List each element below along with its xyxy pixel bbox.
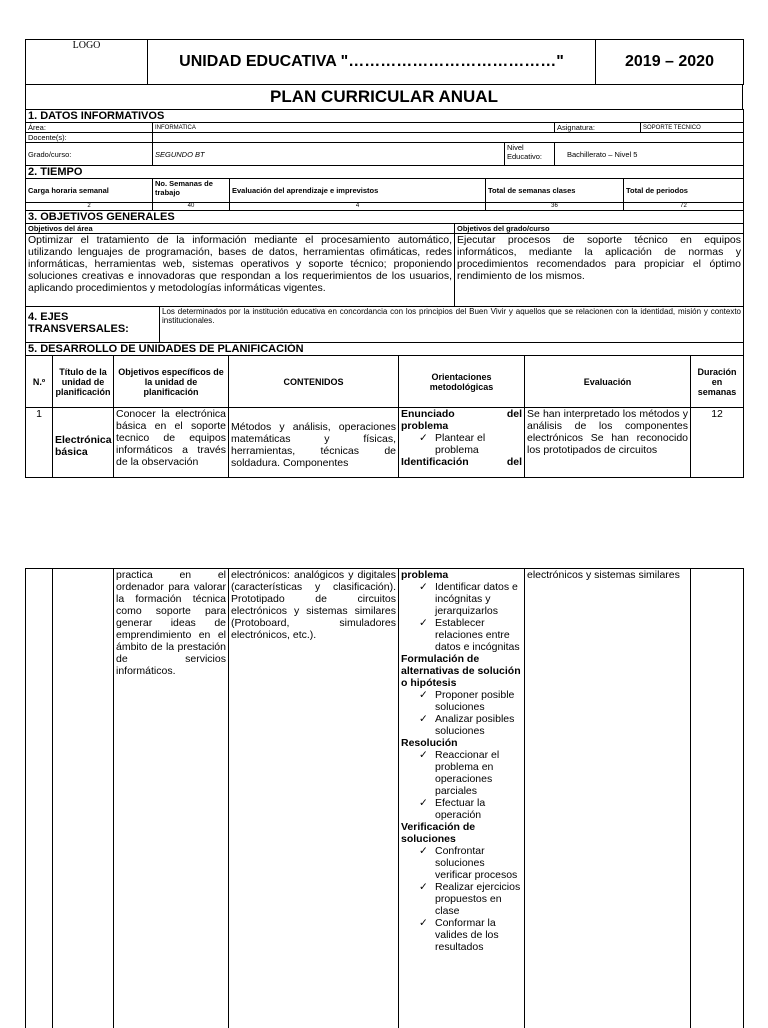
document-page-1: [25, 39, 743, 478]
institution-title: UNIDAD EDUCATIVA "…………………………………": [148, 40, 596, 85]
orientacion-item: ✓ Identificar datos e incógnitas y jerarquizarlos: [415, 581, 522, 617]
unit-evaluacion-part1: Se han interpretado los métodos y análisis de los componentes electrónicos Se han reconocido los prototipados de circuitos: [525, 408, 691, 478]
carga-horaria-value: 2: [26, 203, 153, 211]
unit-contenidos-part2: electrónicos: analógicos y digitales (características y clasificación). Prototipado de circuitos electrónicos y sistemas similares (Protoboard, simuladores electrónicos, etc.).: [229, 569, 399, 1028]
orientacion-item: ✓ Conformar la valides de los resultados: [415, 917, 522, 953]
total-periodos-value: 72: [624, 203, 744, 211]
orientacion-item: ✓ Plantear el problema: [415, 432, 522, 456]
objetivos-heading: 3. OBJETIVOS GENERALES: [26, 211, 744, 224]
unit-title: Electrónica básica: [53, 408, 114, 478]
unit-contenidos-part1: Métodos y análisis, operaciones matemáticas y físicas, herramientas, técnicas de soldadura. Componentes: [229, 408, 399, 478]
asignatura-value: SOPORTE TECNICO: [641, 123, 744, 133]
orientacion-item: ✓ Proponer posible soluciones: [415, 689, 522, 713]
nivel-value: Bachillerato – Nivel 5: [555, 143, 744, 166]
orientacion-resolucion-heading: Resolución: [401, 737, 522, 749]
total-semanas-value: 36: [486, 203, 624, 211]
orientacion-formulacion-heading: Formulación de alternativas de solución o hipótesis: [401, 653, 522, 689]
docente-value: [153, 133, 744, 143]
plan-title: PLAN CURRICULAR ANUAL: [26, 85, 743, 110]
tiempo-table: [25, 165, 744, 211]
semanas-trabajo-value: 40: [153, 203, 230, 211]
unit-objetivos-part2: practica en el ordenador para valorar la formación técnica como soporte para generar ideas de emprendimiento en el ámbito de la prestación de servicios informáticos.: [114, 569, 229, 1028]
docente-label: Docente(s):: [26, 133, 153, 143]
col-duracion-header: Duración en semanas: [691, 356, 744, 408]
datos-heading: 1. DATOS INFORMATIVOS: [26, 110, 744, 123]
unit-objetivos-part1: Conocer la electrónica básica en el soporte tecnico de equipos informáticos a través de la observación: [114, 408, 229, 478]
col-evaluacion-header: Evaluación: [525, 356, 691, 408]
col-contenidos-header: CONTENIDOS: [229, 356, 399, 408]
ejes-text: Los determinados por la institución educativa en concordancia con los principios del Buen Vivir y aquellos que se relacionen con la identidad, misión y contexto institucionales.: [160, 307, 744, 343]
col-num-header: N.º: [26, 356, 53, 408]
objetivos-grado-text: Ejecutar procesos de soporte técnico en equipos informáticos, mediante la aplicación de normas y procedimientos recomendados para propiciar el óptimo rendimiento de los mismos.: [455, 234, 744, 307]
header-table: [25, 39, 744, 85]
objetivos-grado-header: Objetivos del grado/curso: [455, 224, 744, 234]
unit-number: 1: [26, 408, 53, 478]
ejes-heading: 4. EJES TRANSVERSALES:: [26, 307, 160, 343]
tiempo-heading: 2. TIEMPO: [26, 166, 744, 179]
orientacion-item: ✓ Reaccionar el problema en operaciones parciales: [415, 749, 522, 797]
unit-number-cont: [26, 569, 53, 1028]
unit-duracion-cont: [691, 569, 744, 1028]
orientacion-identificacion-heading: Identificación del: [401, 456, 522, 468]
school-year: 2019 – 2020: [596, 40, 744, 85]
orientacion-item: ✓ Establecer relaciones entre datos e incógnitas: [415, 617, 522, 653]
plan-title-table: [25, 84, 743, 110]
orientacion-item: ✓ Analizar posibles soluciones: [415, 713, 522, 737]
objetivos-area-header: Objetivos del área: [26, 224, 455, 234]
asignatura-label: Asignatura:: [555, 123, 641, 133]
unit-evaluacion-part2: electrónicos y sistemas similares: [525, 569, 691, 1028]
orientacion-enunciado-heading: Enunciado del problema: [401, 408, 522, 432]
ejes-table: [25, 306, 744, 343]
col-objetivos-header: Objetivos específicos de la unidad de planificación: [114, 356, 229, 408]
desarrollo-table: [25, 342, 744, 478]
grado-label: Grado/curso:: [26, 143, 153, 166]
total-periodos-header: Total de periodos: [624, 179, 744, 203]
unit-orientaciones-part1: [399, 408, 525, 478]
col-titulo-header: Título de la unidad de planificación: [53, 356, 114, 408]
semanas-trabajo-header: No. Semanas de trabajo: [153, 179, 230, 203]
grado-value: SEGUNDO BT: [153, 143, 505, 166]
total-semanas-header: Total de semanas clases: [486, 179, 624, 203]
desarrollo-heading: 5. DESARROLLO DE UNIDADES DE PLANIFICACIÓN: [26, 343, 744, 356]
evaluacion-imprevistos-value: 4: [230, 203, 486, 211]
area-label: Área:: [26, 123, 153, 133]
objetivos-table: [25, 210, 744, 307]
document-page-2: [25, 568, 743, 1024]
area-value: INFORMATICA: [153, 123, 555, 133]
carga-horaria-header: Carga horaria semanal: [26, 179, 153, 203]
evaluacion-imprevistos-header: Evaluación del aprendizaje e imprevistos: [230, 179, 486, 203]
orientacion-item: ✓ Realizar ejercicios propuestos en clase: [415, 881, 522, 917]
desarrollo-table-continued: [25, 568, 744, 1028]
logo-placeholder: LOGO: [26, 40, 148, 85]
orientacion-problema-heading: problema: [401, 569, 522, 581]
unit-title-cont: [53, 569, 114, 1028]
orientacion-item: ✓ Efectuar la operación: [415, 797, 522, 821]
datos-informativos-table: [25, 109, 744, 166]
orientacion-verificacion-heading: Verificación de soluciones: [401, 821, 522, 845]
unit-orientaciones-part2: [399, 569, 525, 1028]
objetivos-area-text: Optimizar el tratamiento de la información mediante el procesamiento automático, utilizando lenguajes de programación, bases de datos, herramientas ofimáticas, redes informáticas, herramientas web, sistemas operativos y soporte técnico; proponiendo soluciones creativas e innovadoras que respondan a los requerimientos de los usuarios, aplicando procedimientos y metodologías informáticas vigentes.: [26, 234, 455, 307]
orientacion-item: ✓ Confrontar soluciones verificar procesos: [415, 845, 522, 881]
col-orientaciones-header: Orientaciones metodológicas: [399, 356, 525, 408]
nivel-label: Nivel Educativo:: [505, 143, 555, 166]
unit-duracion: 12: [691, 408, 744, 478]
